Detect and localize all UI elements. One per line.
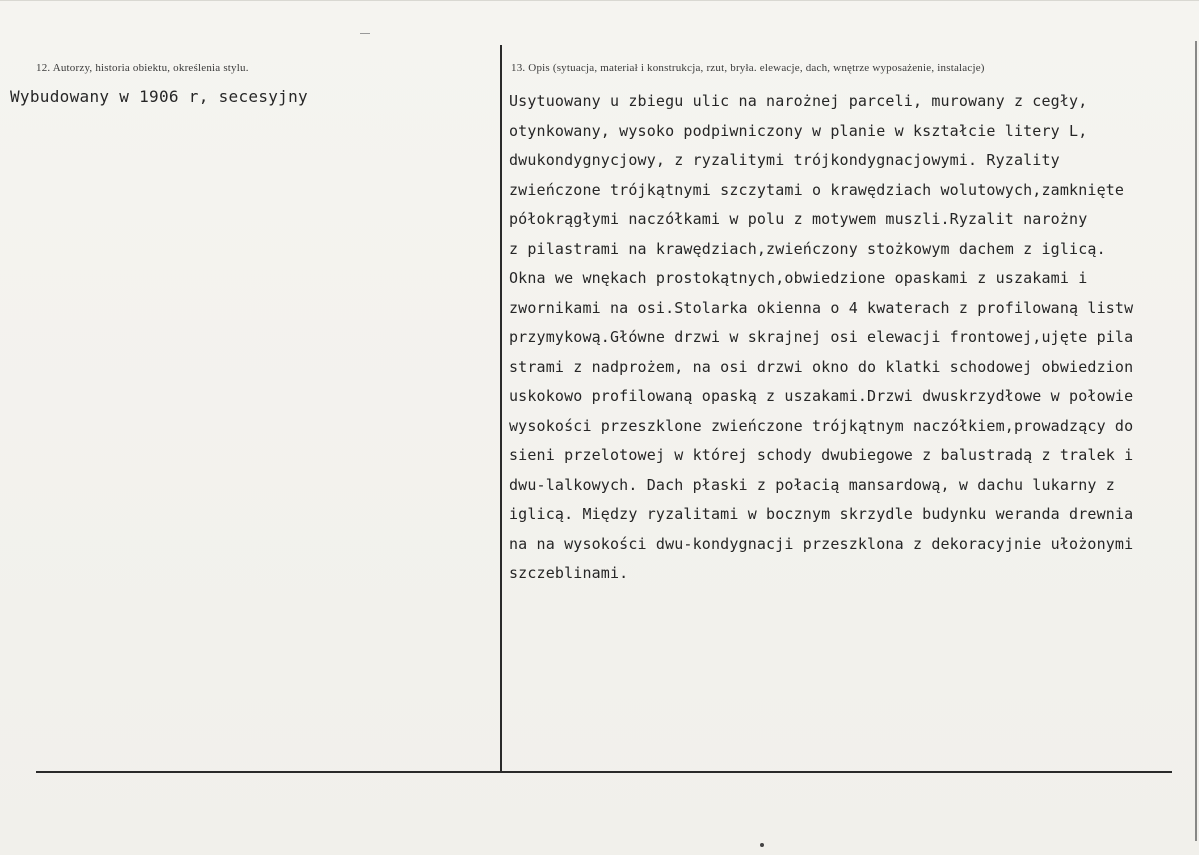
description-line: sieni przelotowej w której schody dwubiegowe z balustradą z tralek i	[509, 446, 1134, 464]
ink-dot	[760, 843, 764, 847]
section-12-text: Wybudowany w 1906 r, secesyjny	[10, 87, 308, 106]
description-line: dwukondygnycjowy, z ryzalitymi trójkondygnacjowymi. Ryzality	[509, 151, 1060, 169]
description-line: Usytuowany u zbiegu ulic na narożnej parceli, murowany z cegły,	[509, 92, 1088, 110]
pencil-mark	[360, 33, 370, 34]
vertical-divider	[500, 45, 502, 773]
horizontal-divider	[36, 771, 1172, 773]
description-line: wysokości przeszklone zwieńczone trójkątnym naczółkiem,prowadzący do	[509, 416, 1134, 435]
section-13-label: 13. Opis (sytuacja, materiał i konstrukcja, rzut, bryła. elewacje, dach, wnętrze wyposażenie, instalacje)	[511, 62, 985, 74]
description-line: przymykową.Główne drzwi w skrajnej osi elewacji frontowej,ujęte pila	[509, 328, 1134, 346]
section-12-label: 12. Autorzy, historia obiektu, określenia stylu.	[36, 62, 249, 74]
description-line: Okna we wnękach prostokątnych,obwiedzione opaskami z uszakami i	[509, 269, 1088, 287]
section-13-description	[509, 87, 1197, 627]
card-edge-shadow	[1195, 41, 1197, 841]
description-line: dwu-lalkowych. Dach płaski z połacią mansardową, w dachu lukarny z	[509, 475, 1115, 494]
description-line: zwornikami na osi.Stolarka okienna o 4 kwaterach z profilowaną listw	[509, 298, 1134, 317]
description-line: półokrągłymi naczółkami w polu z motywem muszli.Ryzalit narożny	[509, 210, 1088, 228]
description-line: na na wysokości dwu-kondygnacji przeszklona z dekoracyjnie ułożonymi	[509, 534, 1134, 553]
description-line: uskokowo profilowaną opaską z uszakami.Drzwi dwuskrzydłowe w połowie	[509, 387, 1134, 405]
description-line: zwieńczone trójkątnymi szczytami o krawędziach wolutowych,zamknięte	[509, 180, 1125, 199]
description-line: otynkowany, wysoko podpiwniczony w planie w kształcie litery L,	[509, 121, 1088, 140]
description-line: szczeblinami.	[509, 564, 629, 582]
description-line: iglicą. Między ryzalitami w bocznym skrzydle budynku weranda drewnia	[509, 505, 1134, 523]
description-line: strami z nadprożem, na osi drzwi okno do klatki schodowej obwiedzion	[509, 357, 1134, 376]
description-line: z pilastrami na krawędziach,zwieńczony stożkowym dachem z iglicą.	[509, 239, 1106, 258]
